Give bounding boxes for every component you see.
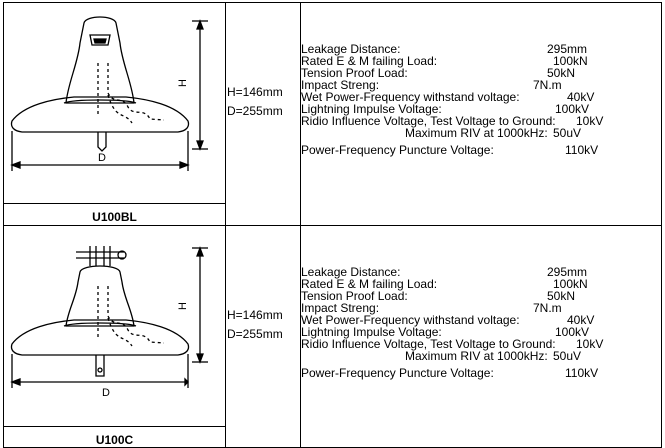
- spec-value: 100kV: [555, 102, 590, 116]
- spec-value: 50kN: [547, 66, 576, 80]
- diameter-value: D=255mm: [227, 327, 283, 341]
- spec-label: Leakage Distance:: [301, 42, 401, 56]
- spec-label: Lightning Impulse Voltage:: [301, 325, 442, 339]
- spec-value: 295mm: [547, 42, 588, 56]
- model-name: U100BL: [92, 210, 137, 224]
- height-value: H=146mm: [227, 308, 283, 322]
- diameter-label: D: [98, 152, 106, 164]
- spec-label: Rated E & M failing Load:: [301, 54, 438, 68]
- spec-value: 10kV: [576, 337, 604, 351]
- spec-value: 295mm: [547, 265, 588, 279]
- spec-label: Ridio Influence Voltage, Test Voltage to Ground:: [301, 337, 556, 351]
- spec-value: 50uV: [553, 349, 582, 363]
- specs-cell-2: [301, 226, 662, 448]
- spec-label: Leakage Distance:: [301, 265, 401, 279]
- dimensions-cell-1: [226, 3, 301, 226]
- spec-value: 40kV: [567, 90, 595, 104]
- dimensions-cell-2: [226, 226, 301, 448]
- spec-value: 100kV: [555, 325, 590, 339]
- spec-value: 50kN: [547, 289, 576, 303]
- drawing-cell-1: [4, 3, 226, 204]
- spec-label: Maximum RIV at 1000kHz:: [405, 349, 548, 363]
- drawing-cell-2: [4, 226, 226, 427]
- spec-value: 40kV: [567, 313, 595, 327]
- spec-label: Impact Streng:: [301, 301, 380, 315]
- spec-label: Tension Proof Load:: [301, 289, 408, 303]
- spec-value: 7N.m: [533, 78, 562, 92]
- diameter-value: D=255mm: [227, 104, 283, 118]
- insulator-drawing-ball-socket: [4, 3, 225, 203]
- spec-value: 50uV: [553, 126, 582, 140]
- spec-label: Wet Power-Frequency withstand voltage:: [301, 313, 520, 327]
- spec-value: 110kV: [565, 143, 599, 157]
- spec-label: Power-Frequency Puncture Voltage:: [301, 143, 494, 157]
- model-cell-2: [4, 427, 226, 448]
- model-name: U100C: [95, 433, 134, 447]
- spec-row-2: [4, 226, 662, 427]
- height-value: H=146mm: [227, 85, 283, 99]
- spec-label: Maximum RIV at 1000kHz:: [405, 126, 548, 140]
- spec-value: 7N.m: [533, 301, 562, 315]
- specs-cell-1: [301, 3, 662, 226]
- spec-label: Ridio Influence Voltage, Test Voltage to Ground:: [301, 114, 556, 128]
- spec-label: Rated E & M failing Load:: [301, 277, 438, 291]
- insulator-drawing-clevis: [4, 226, 225, 426]
- spec-label: Power-Frequency Puncture Voltage:: [301, 366, 494, 380]
- spec-label: Wet Power-Frequency withstand voltage:: [301, 90, 520, 104]
- spec-label: Tension Proof Load:: [301, 66, 408, 80]
- insulator-spec-table: [3, 2, 662, 448]
- diameter-label: D: [102, 387, 110, 399]
- model-cell-1: [4, 204, 226, 226]
- spec-value: 110kV: [565, 366, 599, 380]
- spec-label: Impact Streng:: [301, 78, 380, 92]
- spec-row-1: [4, 3, 662, 204]
- spec-value: 10kV: [576, 114, 604, 128]
- spec-value: 100kN: [553, 277, 588, 291]
- height-label: H: [177, 79, 189, 87]
- height-label: H: [177, 302, 189, 310]
- spec-label: Lightning Impulse Voltage:: [301, 102, 442, 116]
- spec-value: 100kN: [553, 54, 588, 68]
